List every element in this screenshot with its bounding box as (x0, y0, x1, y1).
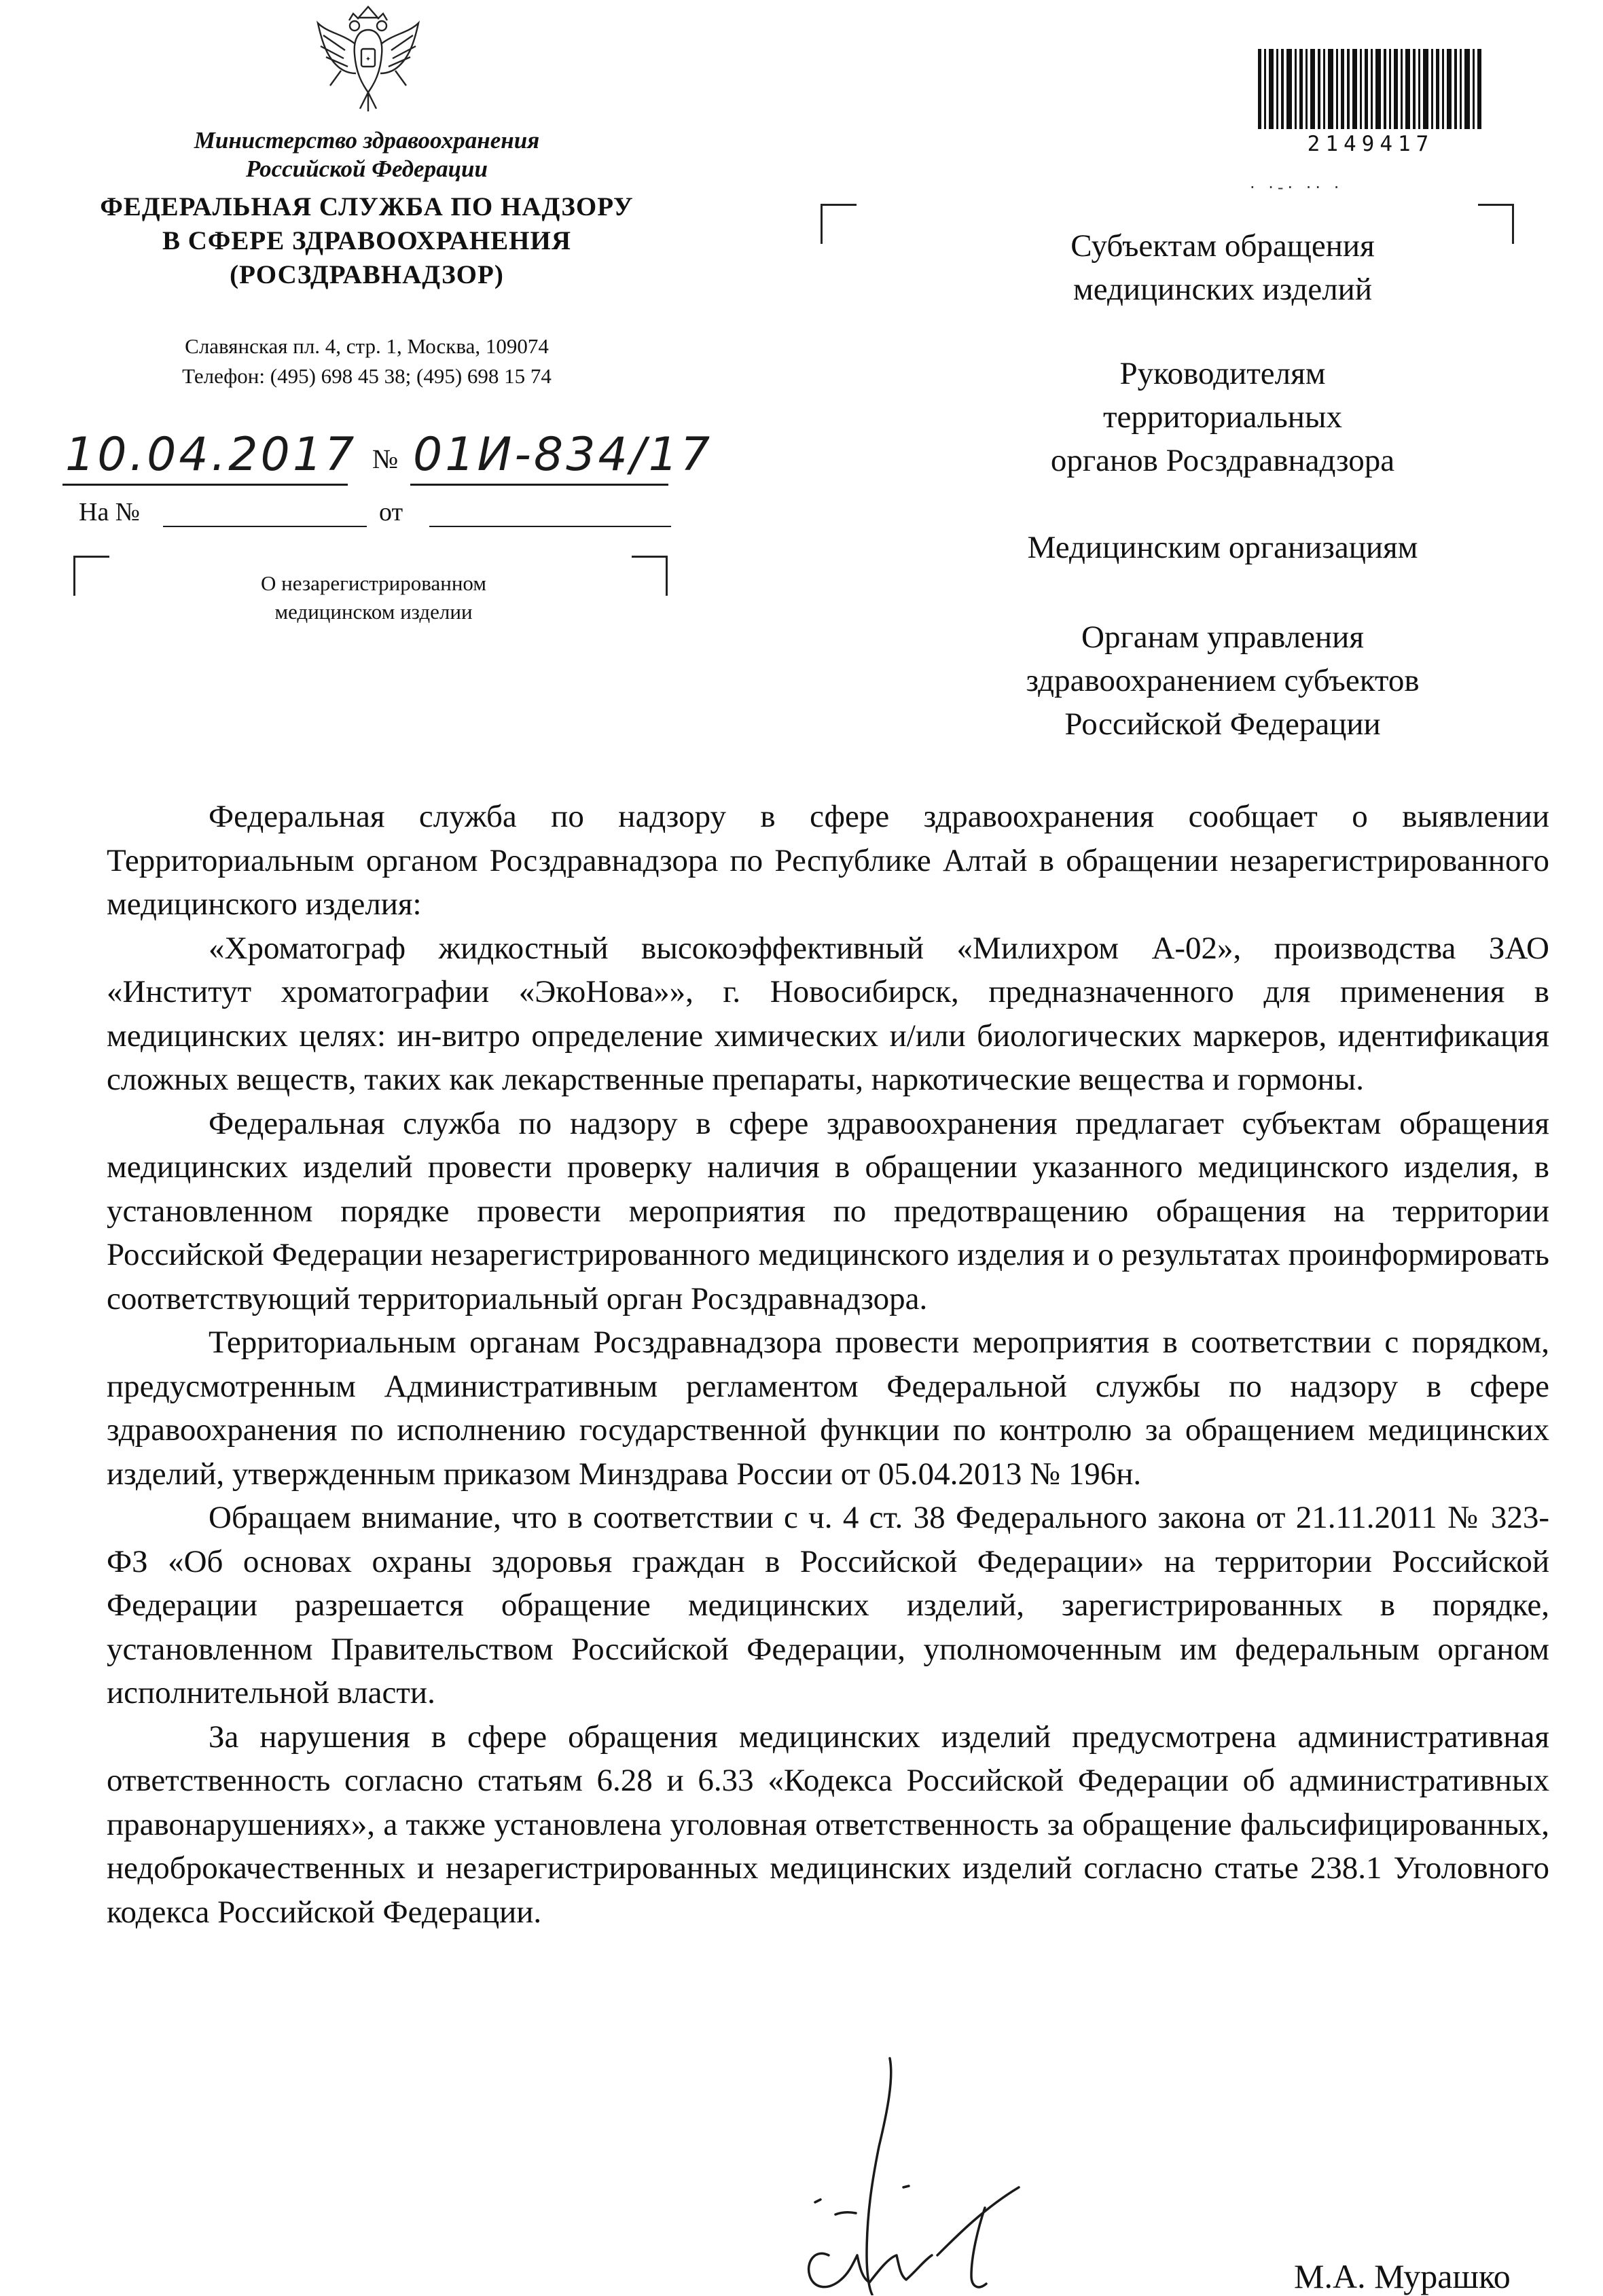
barcode (1255, 49, 1486, 129)
registration-number: 01И-834/17 (413, 428, 713, 482)
ministry-line: Российской Федерации (246, 156, 488, 182)
coat-of-arms-emblem (314, 3, 422, 115)
recipient-line: Руководителям (1119, 356, 1326, 391)
recipient-line: Российской Федерации (1064, 706, 1381, 742)
date-underline (62, 484, 348, 486)
letter-body (107, 795, 1549, 1934)
signer-name: М.А. Мурашко (1294, 2257, 1511, 2295)
recipient-line: медицинских изделий (1073, 272, 1372, 307)
subject-bracket-left (73, 556, 109, 596)
service-line: В СФЕРЕ ЗДРАВООХРАНЕНИЯ (162, 226, 572, 255)
subject-text (204, 569, 543, 626)
ref-date-label: от (379, 498, 403, 526)
svg-text:✦: ✦ (365, 56, 372, 63)
registration-date: 10.04.2017 (65, 428, 357, 482)
ref-number-blank (163, 526, 367, 527)
recipient-block (910, 352, 1535, 482)
barcode-number: 2149417 (1307, 132, 1435, 156)
recipient-line: органов Росздравнадзора (1050, 443, 1395, 478)
recipient-line: Медицинским организациям (1027, 530, 1418, 565)
recipient-block (910, 224, 1535, 311)
subject-bracket-right (632, 556, 668, 596)
ministry-name (109, 126, 625, 183)
recipient-line: Субъектам обращения (1070, 228, 1375, 264)
recipient-line: Органам управления (1081, 620, 1364, 655)
ministry-line: Министерство здравоохранения (194, 127, 540, 154)
subject-line: О незарегистрированном (261, 571, 486, 595)
service-address (102, 331, 632, 391)
address-line: Славянская пл. 4, стр. 1, Москва, 109074 (185, 334, 549, 358)
phone-line: Телефон: (495) 698 45 38; (495) 698 15 74 (182, 364, 552, 388)
service-name (68, 190, 666, 292)
recipient-line: территориальных (1102, 399, 1343, 435)
number-underline (410, 484, 668, 486)
service-line: (РОСЗДРАВНАДЗОР) (230, 260, 504, 289)
recipient-line: здравоохранением субъектов (1026, 663, 1420, 698)
recipients-bracket-left (821, 204, 857, 244)
recipient-block (910, 615, 1535, 746)
body-paragraph: За нарушения в сфере обращения медицинских изделий предусмотрена административная ответственность согласно статьям 6.28 и 6.33 «Кодекса Российской Федерации об административных правонарушениях», а также установлена уголовная ответственность за обращение фальсифицированных, недоброкачественных и незарегистрированных медицинских изделий согласно статье 238.1 Уголовного кодекса Российской Федерации. (107, 1719, 1549, 1930)
ref-date-blank (429, 526, 671, 527)
handwritten-signature (734, 2051, 1060, 2295)
body-paragraph: Федеральная служба по надзору в сфере здравоохранения сообщает о выявлении Территориальным органом Росздравнадзора по Республике Алтай в обращении незарегистрированного медицинского изделия: (107, 799, 1549, 922)
body-paragraph: «Хроматограф жидкостный высокоэффективный «Милихром А-02», производства ЗАО «Институт хроматографии «ЭкоНова»», г. Новосибирск, предназначенного для применения в медицинских целях: ин-витро определение химических и/или биологических маркеров, идентификация сложных веществ, таких как лекарственные препараты, наркотические вещества и гормоны. (107, 930, 1549, 1097)
subject-line: медицинском изделии (274, 600, 473, 624)
number-sign: № (372, 444, 399, 474)
recipient-block (910, 526, 1535, 569)
body-paragraph: Территориальным органам Росздравнадзора провести мероприятия в соответствии с порядком, предусмотренным Административным регламентом Федеральной службы по надзору в сфере здравоохранения по исполнению государственной функции по контролю за обращением медицинских изделий, утвержденным приказом Минздрава России от 05.04.2013 № 196н. (107, 1325, 1549, 1492)
body-paragraph: Обращаем внимание, что в соответствии с ч. 4 ст. 38 Федерального закона от 21.11.2011 № 323-ФЗ «Об основах охраны здоровья граждан в Российской Федерации» на территории Российской Федерации разрешается обращение медицинских изделий, зарегистрированных в порядке, установленном Правительством Российской Федерации, уполномоченным им федеральным органом исполнительной власти. (107, 1500, 1549, 1710)
scan-specks: · ·‐· ·· · (1250, 178, 1344, 197)
ref-number-label: На № (79, 498, 141, 526)
service-line: ФЕДЕРАЛЬНАЯ СЛУЖБА ПО НАДЗОРУ (100, 192, 634, 221)
body-paragraph: Федеральная служба по надзору в сфере здравоохранения предлагает субъектам обращения медицинских изделий провести проверку наличия в обращении указанного медицинского изделия, в установленном порядке провести мероприятия по предотвращению обращения на территории Российской Федерации незарегистрированного медицинского изделия и о результатах проинформировать соответствующий территориальный орган Росздравнадзора. (107, 1105, 1549, 1316)
